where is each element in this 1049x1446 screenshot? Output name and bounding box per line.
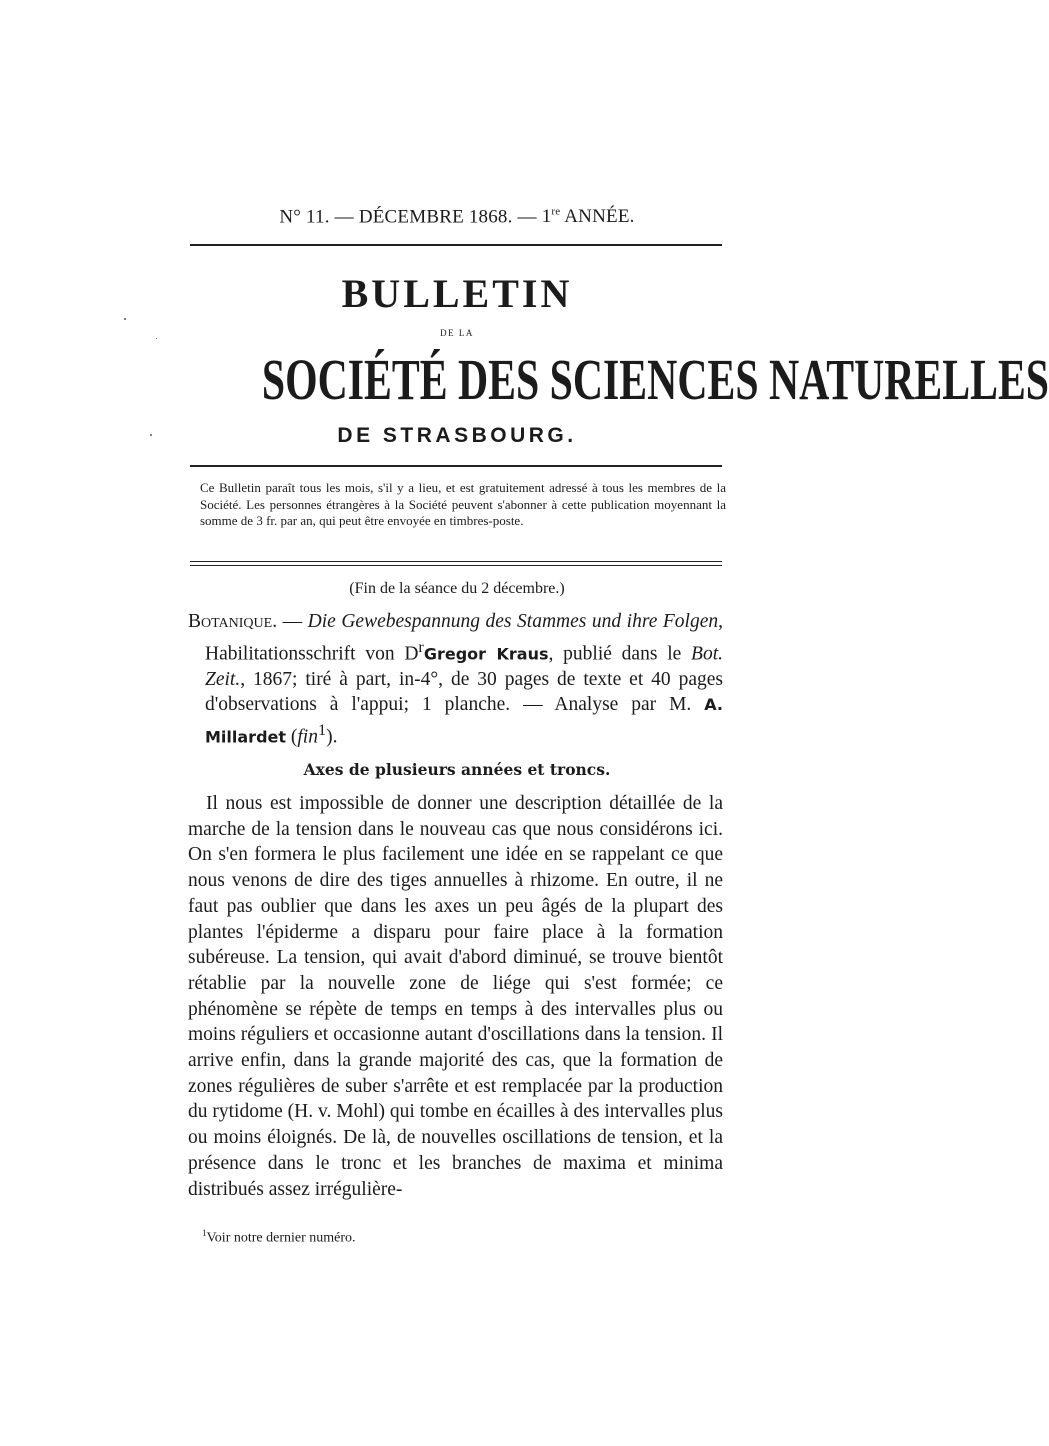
issue-line [186, 206, 728, 228]
section-label: Botanique. [188, 611, 278, 632]
section-heading: Axes de plusieurs années et troncs. [303, 760, 611, 779]
botany-review-entry: Botanique. — Die Gewebespannung des Stammes und ihre Folgen, Habilitationsschrift von $D^rGregor$ Kraus, publié dans le Bot. Zeit., 1867; tiré à part, in-4°, de 30 pages de texte et 40 pages d'observations à l'appui; 1 planche. — Analyse par M. A. Millardet (fin$^1$). [188, 611, 724, 747]
notice-double-rule [190, 561, 722, 566]
scan-speck [124, 318, 126, 320]
subscription-notice: Ce Bulletin paraît tous les mois, s'il y a lieu, et est gratuitement adressé à tous les membres de la Société. Les personnes étrangères à la Société peuvent s'abonner à cette publication moyennant la somme de 3 fr. par an, qui peut être envoyée en timbres-poste. [200, 480, 726, 528]
body-text [188, 791, 723, 1202]
footnote [202, 1228, 722, 1247]
scan-speck [150, 434, 152, 436]
masthead-society-name: SOCIÉTÉ DES SCIENCES NATURELLES [261, 347, 1049, 412]
issue-date: DÉCEMBRE 1868. [358, 206, 513, 228]
scan-speck [156, 338, 157, 339]
masthead-connector: DE LA [440, 328, 474, 338]
separator-dash: — [334, 206, 354, 228]
session-note: (Fin de la séance du 2 décembre.) [349, 580, 565, 597]
header-rule [190, 244, 722, 246]
work-title: Die Gewebespannung des Stammes und ihre Folgen [307, 611, 719, 632]
masthead-title: BULLETIN [341, 271, 573, 316]
footnote-ref: 1 [317, 720, 327, 739]
footnote-marker: 1 [202, 1228, 207, 1238]
author-name: Gregor Kraus [423, 644, 549, 663]
issue-number: N° 11. [279, 206, 330, 228]
masthead-rule [190, 465, 722, 467]
journal-name: Bot. Zeit. [205, 643, 724, 690]
volume-year: 1re ANNÉE. [541, 206, 635, 228]
masthead-city: DE STRASBOURG. [337, 424, 577, 447]
body-paragraph: Il nous est impossible de donner une description détaillée de la marche de la tension dans le nouveau cas que nous considérons ici. On s'en formera le plus facilement une idée en se rappelant ce que nous venons de dire des tiges annuelles à rhizome. En outre, il ne faut pas oublier que dans les axes un peu âgés de la plupart des plantes l'épiderme a disparu pour faire place à la formation subéreuse. La tension, qui avait d'abord diminué, se trouve bientôt rétablie par la nouvelle zone de liége qui s'est formée; ce phénomène se répète de temps en temps à des intervalles plus ou moins réguliers et occasionne autant d'oscillations dans la tension. Il arrive enfin, dans la grande majorité des cas, que la formation de zones régulières de suber s'arrête et est remplacée par la production du rytidome (H. v. Mohl) qui tombe en écailles à des intervalles plus ou moins éloignés. De là, de nouvelles oscillations de tension, et la présence dans le tronc et les branches de maxima et minima distribués assez irrégulière- [188, 793, 723, 1200]
separator-dash: — [517, 206, 537, 228]
analyst-name: A. Millardet [205, 695, 723, 746]
footnote-text: Voir notre dernier numéro. [206, 1230, 356, 1246]
